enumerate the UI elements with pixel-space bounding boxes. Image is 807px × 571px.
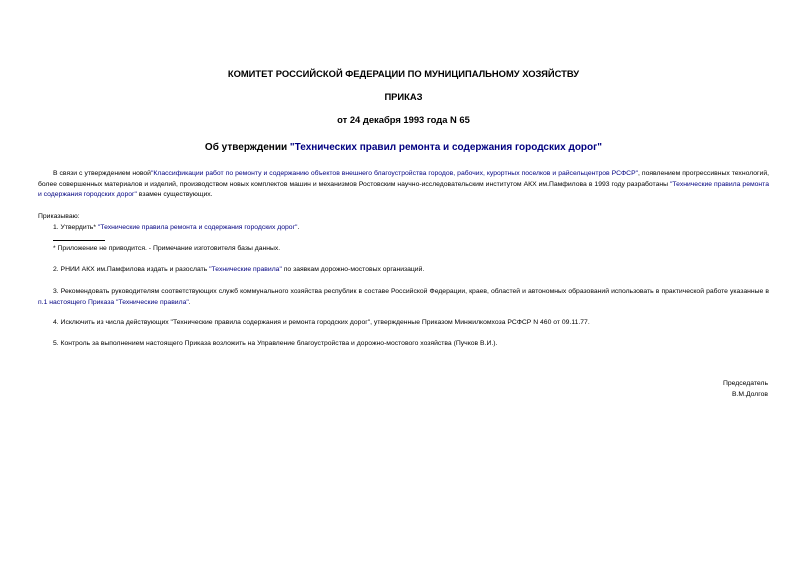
order-item-1 — [53, 223, 299, 234]
order-item-4: 4. Исключить из числа действующих "Технические правила содержания и ремонта городских дорог", утвержденные Приказом Минжилкомхоза РСФСР N 460 от 09.11.77. — [53, 319, 590, 326]
order-label: Приказываю: — [38, 213, 80, 220]
footnote: * Приложение не приводится. - Примечание изготовителя базы данных. — [53, 245, 281, 252]
signature-role: Председатель — [723, 380, 768, 387]
item2-suffix: по заявкам дорожно-мостовых организаций. — [281, 266, 425, 273]
item1-suffix: . — [297, 224, 300, 231]
document-title — [0, 142, 807, 153]
preamble-text-2: , появлением прогрессивных технологий, более совершенных материалов и изделий, производством новых комплектов машин и механизмов Ростовским научно-исследовательским институтом АКХ им.Памфилова в 1993 году разработаны — [38, 170, 770, 188]
preamble-text-1: В связи с утверждением новой — [53, 170, 151, 177]
order-item-3 — [38, 287, 769, 308]
title-link[interactable]: "Технических правил ремонта и содержания городских дорог" — [289, 142, 603, 153]
classification-link[interactable]: "Классификации работ по ремонту и содержанию объектов внешнего благоустройства городов, рабочих, курортных поселков и райсельцентров РСФСР" — [150, 170, 639, 177]
item2-prefix: 2. РНИИ АКХ им.Памфилова издать и разослать — [53, 266, 210, 273]
footnote-divider — [53, 240, 105, 241]
preamble-paragraph — [38, 169, 769, 201]
item3-text: 3. Рекомендовать руководителям соответствующих служб коммунального хозяйства республик в составе Российской Федерации, краев, областей и автономных образований использовать в практической работе указанные в — [53, 288, 769, 295]
order-item-5: 5. Контроль за выполнением настоящего Приказа возложить на Управление благоустройства и дорожно-мостового хозяйства (Пучков В.И.). — [53, 340, 498, 347]
title-prefix: Об утверждении — [204, 142, 290, 153]
item2-link[interactable]: "Технические правила" — [209, 266, 282, 273]
signature-name: В.М.Долгов — [732, 391, 768, 398]
order-item-2 — [53, 265, 424, 276]
item1-prefix: 1. Утвердить* — [53, 224, 98, 231]
item3-link[interactable]: п.1 настоящего Приказа "Технические правила" — [38, 298, 189, 306]
committee-heading: КОМИТЕТ РОССИЙСКОЙ ФЕДЕРАЦИИ ПО МУНИЦИПАЛЬНОМУ ХОЗЯЙСТВУ — [227, 68, 580, 79]
document-date-heading: от 24 декабря 1993 года N 65 — [337, 114, 470, 125]
item1-link[interactable]: "Технические правила ремонта и содержания городских дорог" — [97, 224, 298, 231]
preamble-text-3: взамен существующих. — [136, 191, 213, 199]
document-type-heading: ПРИКАЗ — [384, 91, 423, 102]
technical-rules-link[interactable]: "Технические правила ремонта и содержания городских дорог" — [38, 180, 770, 199]
item3-suffix: . — [188, 298, 191, 306]
